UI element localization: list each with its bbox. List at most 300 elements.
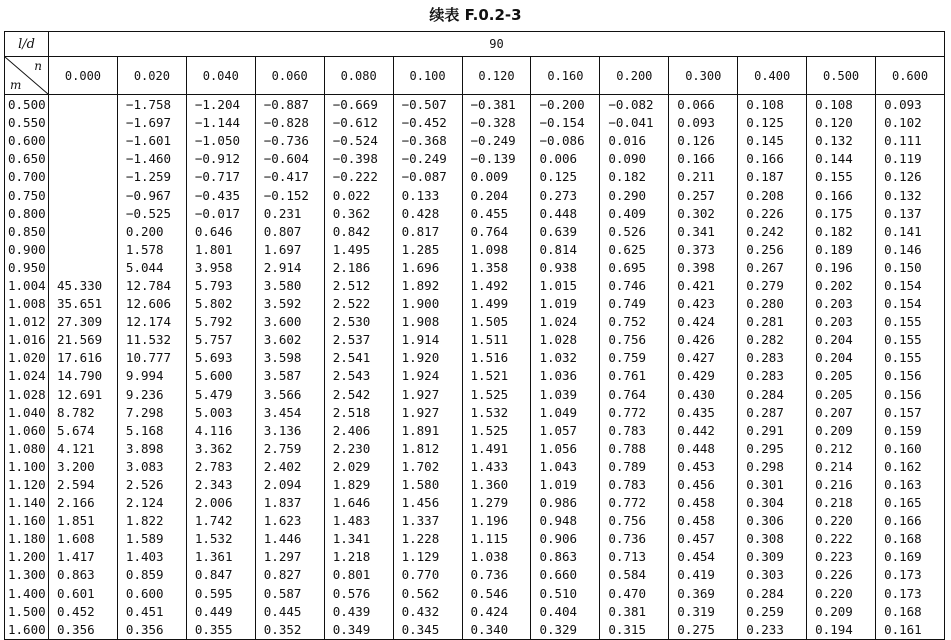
table-cell: 0.470 [600,585,669,603]
table-cell: 21.569 [49,331,118,349]
table-cell: 0.584 [600,566,669,584]
table-cell: 2.094 [255,476,324,494]
table-cell: 0.144 [807,150,876,168]
table-cell: 2.537 [324,331,393,349]
row-m-value: 0.600 [5,132,49,150]
table-cell: −0.435 [186,186,255,204]
table-cell: 0.303 [738,566,807,584]
table-cell: 2.230 [324,440,393,458]
table-cell: 1.927 [393,404,462,422]
table-cell: 1.015 [531,277,600,295]
table-cell: −0.086 [531,132,600,150]
table-cell: 0.736 [462,566,531,584]
table-cell: 0.749 [600,295,669,313]
table-cell: 0.319 [669,603,738,621]
table-cell: 0.187 [738,168,807,186]
table-cell: 0.257 [669,186,738,204]
row-m-value: 1.012 [5,313,49,331]
table-cell: 1.532 [462,404,531,422]
table-cell: 0.154 [876,295,945,313]
table-cell [49,168,118,186]
table-cell: 1.483 [324,512,393,530]
table-cell: 5.003 [186,404,255,422]
table-cell: −0.249 [462,132,531,150]
table-cell: 0.168 [876,603,945,621]
table-cell: 0.448 [669,440,738,458]
table-cell: 0.226 [738,205,807,223]
table-cell: 1.696 [393,259,462,277]
table-cell: 0.283 [738,349,807,367]
table-cell: −0.967 [117,186,186,204]
row-m-value: 0.550 [5,114,49,132]
table-cell: 0.827 [255,566,324,584]
table-cell: 1.492 [462,277,531,295]
table-cell: 0.373 [669,241,738,259]
table-cell: 0.306 [738,512,807,530]
table-cell: −0.082 [600,95,669,115]
table-cell: 0.291 [738,422,807,440]
table-cell [49,205,118,223]
table-row [5,150,945,168]
table-cell: −0.328 [462,114,531,132]
table-cell: 0.090 [600,150,669,168]
table-cell: 0.381 [600,603,669,621]
table-cell: 1.646 [324,494,393,512]
table-cell: 1.892 [393,277,462,295]
table-cell: 0.788 [600,440,669,458]
table-cell: 0.451 [117,603,186,621]
table-cell: 0.119 [876,150,945,168]
table-cell: 12.691 [49,386,118,404]
table-cell: 1.337 [393,512,462,530]
table-cell: −0.200 [531,95,600,115]
table-cell: 0.356 [49,621,118,640]
table-cell: 0.442 [669,422,738,440]
table-cell: 0.458 [669,494,738,512]
table-cell: 0.093 [876,95,945,115]
table-cell: 0.454 [669,548,738,566]
table-cell: 0.329 [531,621,600,640]
table-row [5,241,945,259]
table-cell: 2.526 [117,476,186,494]
table-row [5,530,945,548]
table-cell: 1.361 [186,548,255,566]
table-cell: 1.019 [531,295,600,313]
table-cell: −0.828 [255,114,324,132]
table-cell: 1.924 [393,367,462,385]
table-cell: 0.200 [117,223,186,241]
table-cell: 0.426 [669,331,738,349]
table-cell: 1.900 [393,295,462,313]
table-cell: 1.279 [462,494,531,512]
row-m-value: 1.024 [5,367,49,385]
table-cell: 0.204 [807,331,876,349]
table-cell: 0.108 [738,95,807,115]
table-row [5,223,945,241]
table-cell: 0.212 [807,440,876,458]
table-cell: 2.512 [324,277,393,295]
table-cell: 0.279 [738,277,807,295]
n-value-header: 0.160 [531,57,600,95]
table-cell: 3.136 [255,422,324,440]
table-cell: 0.455 [462,205,531,223]
table-cell: 1.580 [393,476,462,494]
table-cell: 1.039 [531,386,600,404]
table-cell: 0.216 [807,476,876,494]
table-cell: 0.695 [600,259,669,277]
diagonal-header-cell [5,57,49,95]
table-cell [49,95,118,115]
table-cell: −1.259 [117,168,186,186]
table-cell: 5.693 [186,349,255,367]
table-cell: 0.218 [807,494,876,512]
table-cell: 0.409 [600,205,669,223]
table-cell: 0.093 [669,114,738,132]
table-cell: 0.453 [669,458,738,476]
table-row [5,349,945,367]
table-cell: 0.214 [807,458,876,476]
table-cell: 0.155 [876,331,945,349]
table-cell: 0.600 [117,585,186,603]
table-cell: 0.308 [738,530,807,548]
table-cell: 0.341 [669,223,738,241]
table-cell: 2.759 [255,440,324,458]
table-cell: 0.430 [669,386,738,404]
table-cell: 8.782 [49,404,118,422]
table-cell: 1.358 [462,259,531,277]
table-cell: 0.226 [807,566,876,584]
table-row [5,585,945,603]
table-cell: 0.660 [531,566,600,584]
table-cell: 0.108 [807,95,876,115]
table-cell: −1.601 [117,132,186,150]
table-cell: 0.639 [531,223,600,241]
table-cell: 0.165 [876,494,945,512]
table-cell: 0.006 [531,150,600,168]
row-m-value: 0.900 [5,241,49,259]
table-cell: 3.566 [255,386,324,404]
table-cell: −0.381 [462,95,531,115]
table-cell: −0.524 [324,132,393,150]
table-cell: 1.525 [462,386,531,404]
table-cell: 27.309 [49,313,118,331]
table-cell: 0.211 [669,168,738,186]
table-cell: 0.016 [600,132,669,150]
table-cell: 0.287 [738,404,807,422]
table-cell: 0.220 [807,585,876,603]
table-cell: 0.595 [186,585,255,603]
row-m-value: 1.120 [5,476,49,494]
table-cell: 0.510 [531,585,600,603]
table-cell: 0.764 [600,386,669,404]
table-cell: 0.449 [186,603,255,621]
table-cell: 3.454 [255,404,324,422]
table-cell: 0.746 [600,277,669,295]
table-row [5,566,945,584]
table-cell: 1.043 [531,458,600,476]
row-m-value: 1.600 [5,621,49,640]
table-cell: 3.602 [255,331,324,349]
n-value-header: 0.040 [186,57,255,95]
table-cell: 0.315 [600,621,669,640]
table-cell: 5.793 [186,277,255,295]
table-cell: 2.186 [324,259,393,277]
table-cell: 0.111 [876,132,945,150]
table-cell: 1.341 [324,530,393,548]
table-cell: 0.146 [876,241,945,259]
table-cell: 0.362 [324,205,393,223]
table-cell: 0.120 [807,114,876,132]
table-cell: 0.290 [600,186,669,204]
table-cell: 0.369 [669,585,738,603]
table-cell: 4.116 [186,422,255,440]
table-cell: 0.009 [462,168,531,186]
table-cell: 0.126 [876,168,945,186]
table-cell: 1.511 [462,331,531,349]
table-cell: 0.155 [876,349,945,367]
table-cell: 1.516 [462,349,531,367]
table-cell: 0.439 [324,603,393,621]
table-cell: 1.433 [462,458,531,476]
table-cell: 0.772 [600,404,669,422]
table-cell: 0.295 [738,440,807,458]
table-cell: 0.424 [462,603,531,621]
table-cell: 5.168 [117,422,186,440]
table-cell: 0.256 [738,241,807,259]
table-cell: 0.155 [876,313,945,331]
table-cell: 0.298 [738,458,807,476]
row-m-value: 1.008 [5,295,49,313]
table-cell: 1.851 [49,512,118,530]
table-cell: 0.863 [531,548,600,566]
table-cell: 5.600 [186,367,255,385]
table-cell: 0.163 [876,476,945,494]
table-cell: 1.056 [531,440,600,458]
table-cell: −1.144 [186,114,255,132]
table-cell: −0.452 [393,114,462,132]
table-cell: −0.736 [255,132,324,150]
table-cell: 10.777 [117,349,186,367]
table-cell: 1.702 [393,458,462,476]
n-value-header: 0.120 [462,57,531,95]
table-cell: 5.674 [49,422,118,440]
row-m-value: 1.180 [5,530,49,548]
table-row [5,186,945,204]
table-cell: 3.083 [117,458,186,476]
table-cell: 0.756 [600,331,669,349]
table-cell: 1.032 [531,349,600,367]
table-cell: 0.275 [669,621,738,640]
table-cell [49,150,118,168]
table-row [5,295,945,313]
row-m-value: 1.300 [5,566,49,584]
table-cell: 0.231 [255,205,324,223]
row-m-value: 0.800 [5,205,49,223]
table-row [5,512,945,530]
table-cell: 2.530 [324,313,393,331]
table-cell: 1.532 [186,530,255,548]
table-cell: 2.542 [324,386,393,404]
table-cell: 0.205 [807,367,876,385]
table-cell: 0.625 [600,241,669,259]
table-cell: 1.495 [324,241,393,259]
table-cell: 1.049 [531,404,600,422]
table-row [5,331,945,349]
table-cell: −1.460 [117,150,186,168]
row-m-value: 1.100 [5,458,49,476]
table-cell: 1.360 [462,476,531,494]
table-cell: 0.209 [807,422,876,440]
table-cell: 1.578 [117,241,186,259]
table-cell: 0.166 [807,186,876,204]
row-m-value: 1.200 [5,548,49,566]
table-cell: 1.297 [255,548,324,566]
table-cell: 3.600 [255,313,324,331]
table-cell: 0.284 [738,386,807,404]
table-cell: 1.019 [531,476,600,494]
table-cell: 0.783 [600,476,669,494]
table-cell: 0.242 [738,223,807,241]
table-cell: −0.139 [462,150,531,168]
table-cell: −0.669 [324,95,393,115]
table-cell: 0.938 [531,259,600,277]
row-m-value: 1.160 [5,512,49,530]
table-row [5,440,945,458]
table-cell: 0.282 [738,331,807,349]
table-cell: 0.166 [876,512,945,530]
table-cell: 0.817 [393,223,462,241]
table-cell: 1.908 [393,313,462,331]
table-cell: 1.038 [462,548,531,566]
table-cell: 4.121 [49,440,118,458]
table-cell: 2.343 [186,476,255,494]
table-cell: 0.847 [186,566,255,584]
table-cell: 0.457 [669,530,738,548]
table-cell: 0.445 [255,603,324,621]
table-cell: 0.196 [807,259,876,277]
row-m-value: 0.950 [5,259,49,277]
table-row [5,95,945,115]
table-cell: 0.424 [669,313,738,331]
table-cell: 0.022 [324,186,393,204]
table-cell: −0.249 [393,150,462,168]
n-value-header: 0.200 [600,57,669,95]
table-cell: 1.801 [186,241,255,259]
table-row [5,404,945,422]
table-cell: 17.616 [49,349,118,367]
table-cell: 0.398 [669,259,738,277]
table-cell: −0.417 [255,168,324,186]
table-cell: −1.204 [186,95,255,115]
table-cell: 0.155 [807,168,876,186]
table-row [5,259,945,277]
table-cell: 1.218 [324,548,393,566]
table-cell: 0.273 [531,186,600,204]
table-cell: 0.526 [600,223,669,241]
table-cell: 0.427 [669,349,738,367]
n-label: n [34,59,42,73]
table-cell: 0.189 [807,241,876,259]
table-cell: 0.233 [738,621,807,640]
table-cell: 0.280 [738,295,807,313]
table-cell: 0.267 [738,259,807,277]
table-cell: 5.757 [186,331,255,349]
table-cell: 0.156 [876,386,945,404]
table-cell: 0.126 [669,132,738,150]
row-m-value: 1.004 [5,277,49,295]
table-cell: 0.160 [876,440,945,458]
table-cell: 1.623 [255,512,324,530]
table-cell: 1.098 [462,241,531,259]
table-cell: 9.994 [117,367,186,385]
table-cell: 0.175 [807,205,876,223]
table-cell: 0.948 [531,512,600,530]
table-cell: −0.507 [393,95,462,115]
table-cell: 1.608 [49,530,118,548]
row-m-value: 0.700 [5,168,49,186]
table-cell: 0.302 [669,205,738,223]
table-cell: 2.594 [49,476,118,494]
table-cell: 0.756 [600,512,669,530]
table-row [5,422,945,440]
table-cell: 0.986 [531,494,600,512]
table-cell: −0.368 [393,132,462,150]
table-cell: 0.202 [807,277,876,295]
table-row [5,476,945,494]
table-row [5,458,945,476]
table-cell: 0.304 [738,494,807,512]
table-cell: −1.050 [186,132,255,150]
table-cell: 0.759 [600,349,669,367]
table-cell: 0.220 [807,512,876,530]
table-cell: −0.604 [255,150,324,168]
table-cell: 1.521 [462,367,531,385]
table-cell: 0.169 [876,548,945,566]
table-cell: 0.761 [600,367,669,385]
table-cell: 0.352 [255,621,324,640]
table-cell: 1.697 [255,241,324,259]
table-cell: −0.525 [117,205,186,223]
table-cell: 0.783 [600,422,669,440]
table-cell: 0.223 [807,548,876,566]
table-cell: 35.651 [49,295,118,313]
table-cell: −0.887 [255,95,324,115]
table-row [5,132,945,150]
row-m-value: 1.080 [5,440,49,458]
table-cell: 0.150 [876,259,945,277]
table-cell: 0.355 [186,621,255,640]
table-cell: 0.452 [49,603,118,621]
table-cell: 1.812 [393,440,462,458]
table-cell: 0.772 [600,494,669,512]
table-cell: 0.161 [876,621,945,640]
table-cell: 3.598 [255,349,324,367]
table-cell: 0.166 [669,150,738,168]
table-cell: 0.646 [186,223,255,241]
table-cell: 5.792 [186,313,255,331]
table-cell: 2.006 [186,494,255,512]
table-cell: 2.522 [324,295,393,313]
table-cell: 0.419 [669,566,738,584]
table-row [5,494,945,512]
table-cell: −0.612 [324,114,393,132]
table-cell: 0.807 [255,223,324,241]
table-cell: 1.456 [393,494,462,512]
table-cell: 0.204 [807,349,876,367]
table-cell: 0.207 [807,404,876,422]
table-cell: 9.236 [117,386,186,404]
row-m-value: 1.060 [5,422,49,440]
